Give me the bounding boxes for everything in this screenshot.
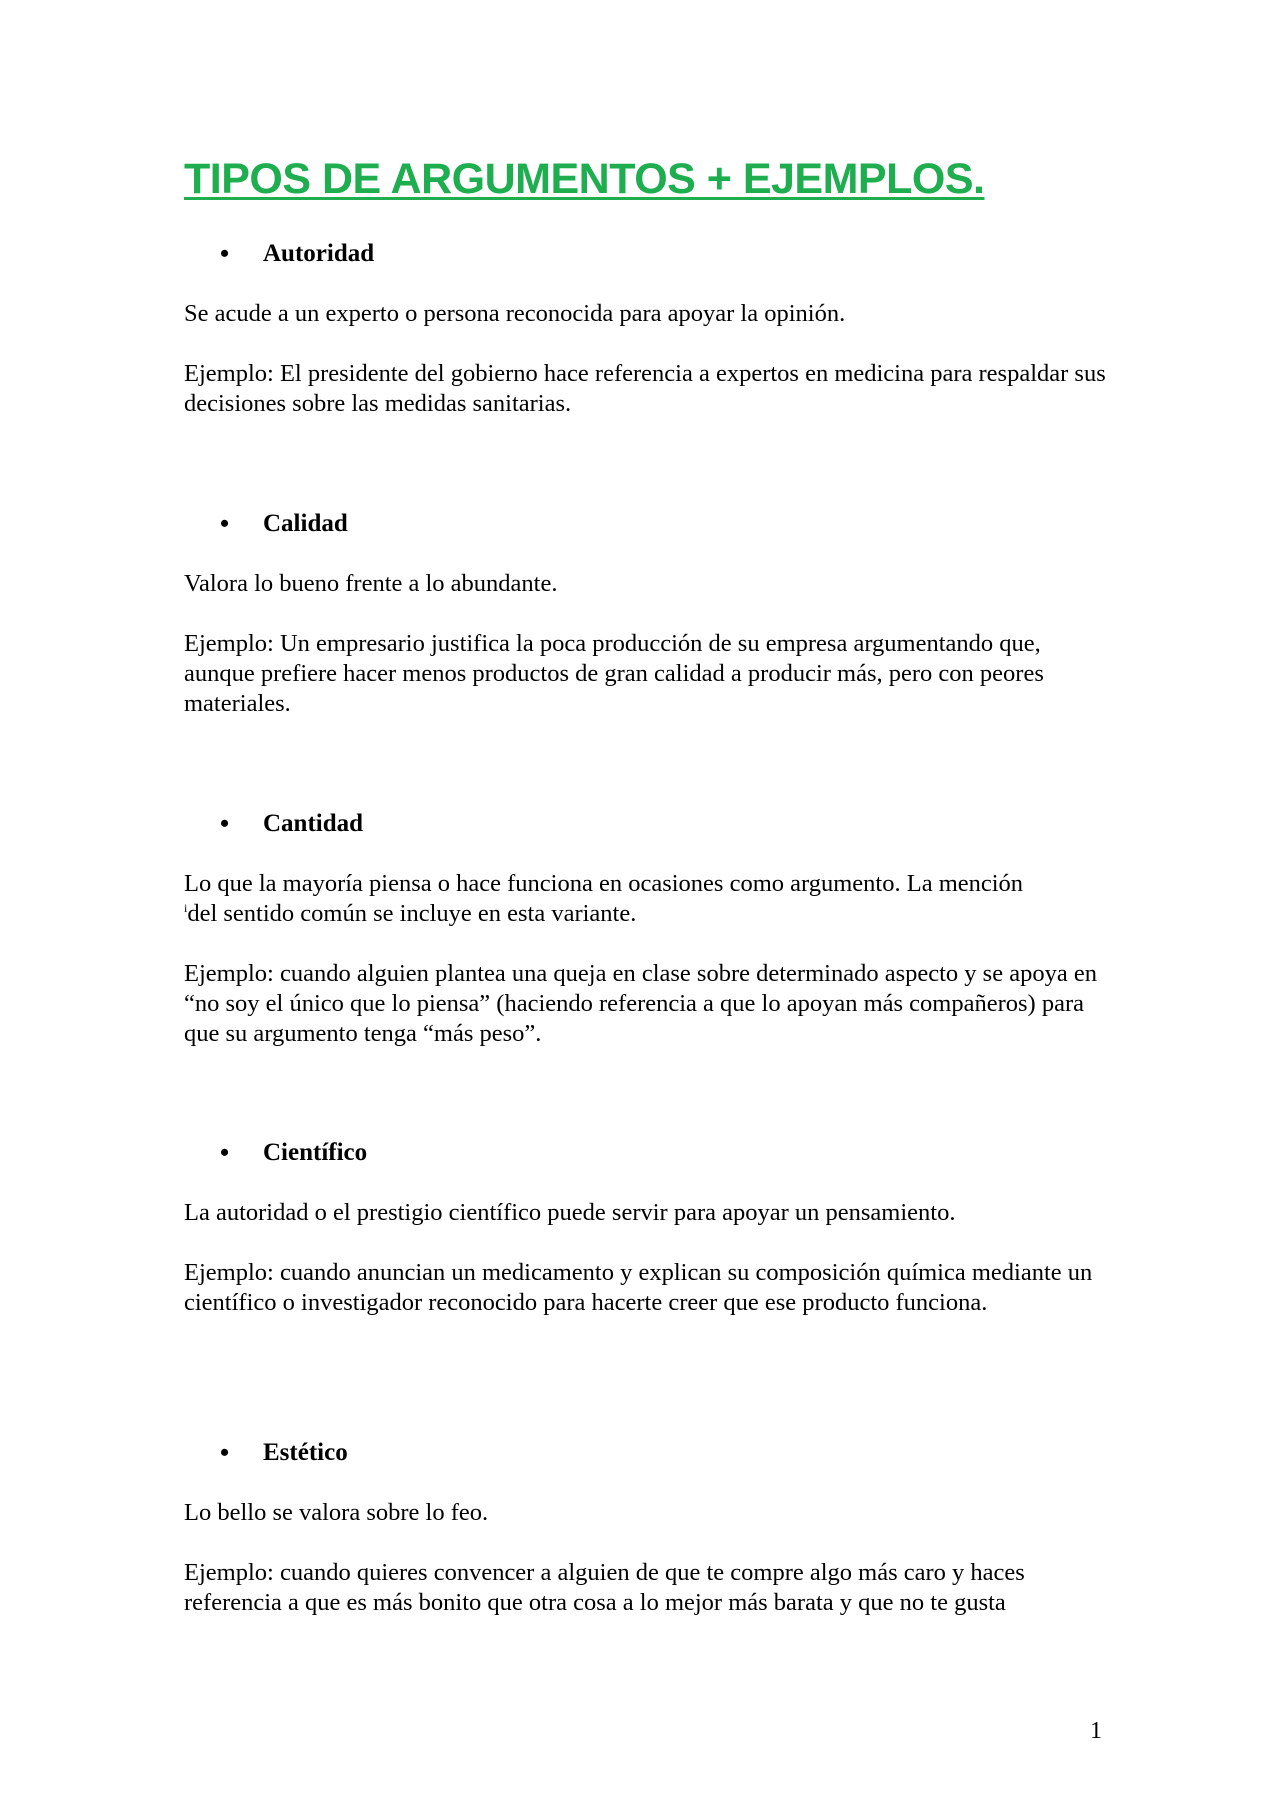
heading-label: Calidad [263, 510, 348, 537]
document-title: TIPOS DE ARGUMENTOS + EJEMPLOS. [184, 155, 985, 203]
section-description [184, 869, 1114, 929]
section-cantidad [184, 809, 1114, 1049]
section-estetico [184, 1438, 1114, 1618]
section-heading [184, 1438, 1114, 1468]
section-heading [184, 1138, 1114, 1168]
section-heading [184, 509, 1114, 539]
section-heading [184, 809, 1114, 839]
section-calidad [184, 509, 1114, 719]
section-cientifico [184, 1138, 1114, 1318]
section-example: Ejemplo: El presidente del gobierno hace referencia a expertos en medicina para respaldar sus decisiones sobre las medidas sanitarias. [184, 360, 1106, 417]
section-example: Ejemplo: Un empresario justifica la poca producción de su empresa argumentando que, aunque prefiere hacer menos productos de gran calidad a producir más, pero con peores materiales. [184, 630, 1044, 717]
section-autoridad [184, 239, 1114, 419]
bullet-icon: • [220, 509, 230, 538]
heading-label: Autoridad [263, 240, 375, 267]
description-line-2: del sentido común se incluye en esta variante. [187, 900, 637, 927]
bullet-icon: • [220, 239, 230, 268]
section-example: Ejemplo: cuando quieres convencer a alguien de que te compre algo más caro y haces referencia a que es más bonito que otra cosa a lo mejor más barata y que no te gusta [184, 1559, 1025, 1616]
heading-label: Cantidad [263, 810, 364, 837]
section-description: Se acude a un experto o persona reconocida para apoyar la opinión. [184, 300, 846, 327]
heading-label: Científico [263, 1139, 368, 1166]
section-heading [184, 239, 1114, 269]
section-description: Lo bello se valora sobre lo feo. [184, 1499, 489, 1526]
section-example: Ejemplo: cuando alguien plantea una queja en clase sobre determinado aspecto y se apoya en “no soy el único que lo piensa” (haciendo referencia a que lo apoyan más compañeros) para que su argumento tenga “más peso”. [184, 960, 1097, 1047]
section-example: Ejemplo: cuando anuncian un medicamento y explican su composición química mediante un científico o investigador reconocido para hacerte creer que ese producto funciona. [184, 1259, 1093, 1316]
bullet-icon: • [220, 1438, 230, 1467]
page-number: 1 [1090, 1718, 1102, 1744]
heading-label: Estético [263, 1439, 348, 1466]
endnote-marker[interactable]: i [184, 900, 188, 915]
section-description: Valora lo bueno frente a lo abundante. [184, 570, 558, 597]
bullet-icon: • [220, 809, 230, 838]
description-line-1: Lo que la mayoría piensa o hace funciona en ocasiones como argumento. La mención [184, 870, 1024, 897]
section-description: La autoridad o el prestigio científico puede servir para apoyar un pensamiento. [184, 1199, 956, 1226]
bullet-icon: • [220, 1138, 230, 1167]
